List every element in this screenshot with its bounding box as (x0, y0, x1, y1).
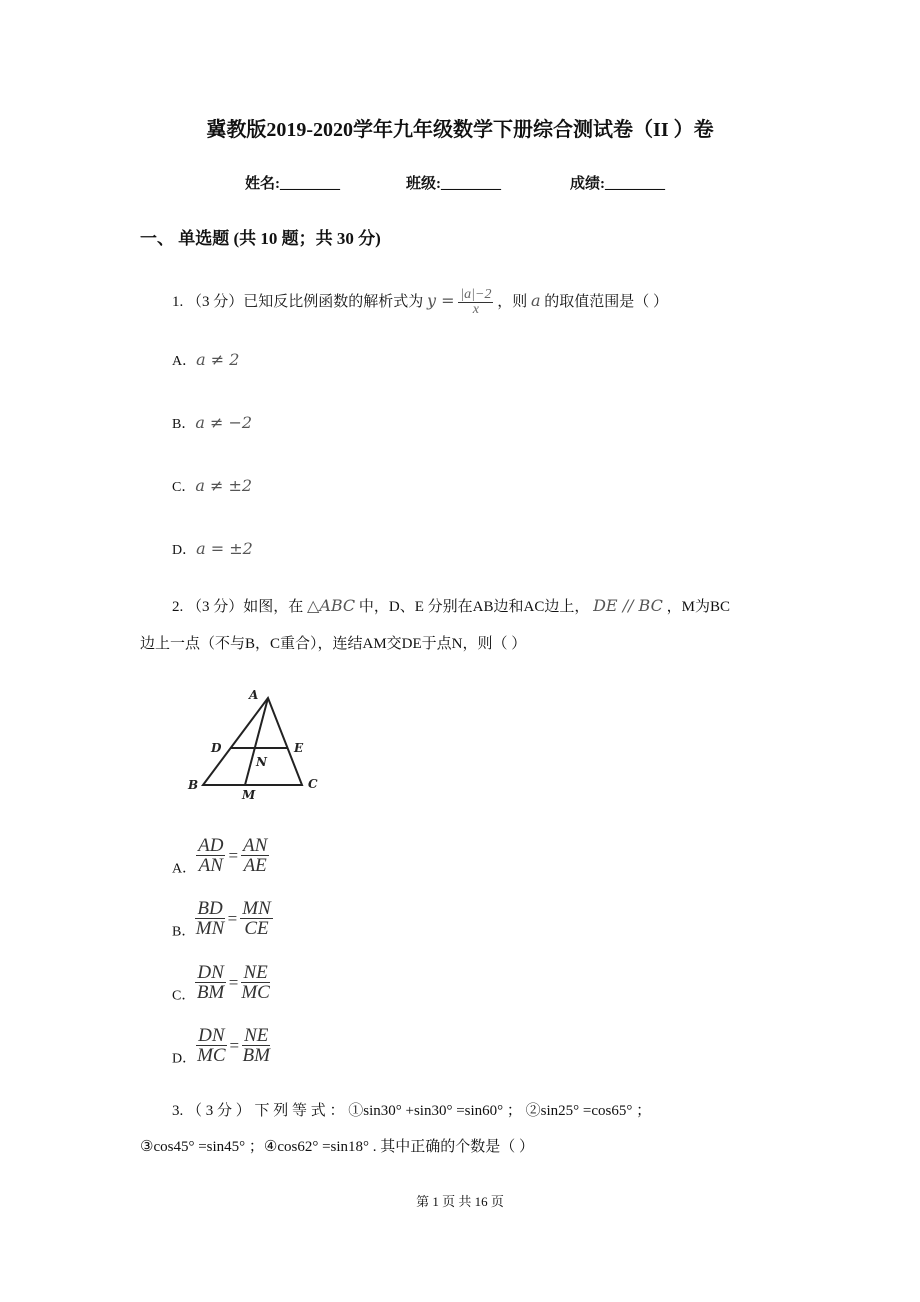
q1-option-b[interactable]: B．a ≠ −2 (172, 413, 253, 432)
q1-option-a[interactable]: A．a ≠ 2 (172, 350, 240, 369)
q2-option-b[interactable]: B． $\frac{BD}{MN}$ = $\frac{MN}{CE}$ (172, 898, 271, 940)
q1-option-c[interactable]: C．a ≠ ±2 (172, 476, 253, 495)
question-1: 1. （3 分）已知反比例函数的解析式为 y = $\frac{|a|-2}{x}$ ，则 a 的取值范围是（ ） (172, 287, 669, 317)
score-field: 成绩:________ (570, 176, 665, 192)
question-3: 3. （ 3 分 ） 下 列 等 式 ： ①sin30° +sin30° =sin60° ； ②sin25° =cos65° ； (172, 1103, 652, 1119)
q1-formula-fraction: $\frac{|a|-2}{x}$ (460, 287, 492, 317)
q1-formula-lhs: y = (427, 290, 455, 310)
label-e: E (294, 741, 304, 755)
page-footer: 第 1 页 共 16 页 (416, 1194, 504, 1209)
triangle-abc: △ABC (307, 596, 356, 615)
label-b: B (188, 778, 199, 792)
label-m: M (242, 788, 256, 802)
question-3-line2: ③cos45° =sin45° ；④cos62° =sin18° . 其中正确的个数是（ ） (140, 1139, 535, 1155)
label-d: D (211, 741, 222, 755)
q2-option-c[interactable]: C． $\frac{DN}{BM}$ = $\frac{NE}{MC}$ (172, 962, 270, 1004)
question-2-line2: 边上一点（不与B，C重合），连结AM交DE于点N，则（ ） (140, 636, 527, 652)
label-n: N (256, 755, 267, 769)
q2-option-d[interactable]: D． $\frac{DN}{MC}$ = $\frac{NE}{BM}$ (172, 1025, 270, 1067)
section-heading: 一、 单选题 (共 10 题；共 30 分) (140, 229, 381, 248)
segment-am (245, 698, 268, 785)
question-2: 2. （3 分）如图，在 △ABC 中，D、E 分别在AB边和AC边上， DE // BC ，M为BC (172, 596, 730, 615)
q2-option-a[interactable]: A． $\frac{AD}{AN}$ = $\frac{AN}{AE}$ (172, 835, 268, 877)
label-a: A (249, 688, 259, 702)
class-field: 班级:________ (406, 176, 501, 192)
label-c: C (308, 777, 318, 791)
name-field: 姓名:________ (245, 176, 340, 192)
triangle-figure (180, 685, 330, 805)
q1-stem: 1. （3 分）已知反比例函数的解析式为 (172, 293, 424, 310)
parallel-de-bc: DE // BC (593, 596, 663, 615)
document-title: 冀教版2019-2020学年九年级数学下册综合测试卷（II ）卷 (206, 119, 714, 141)
q1-option-d[interactable]: D．a = ±2 (172, 539, 253, 558)
